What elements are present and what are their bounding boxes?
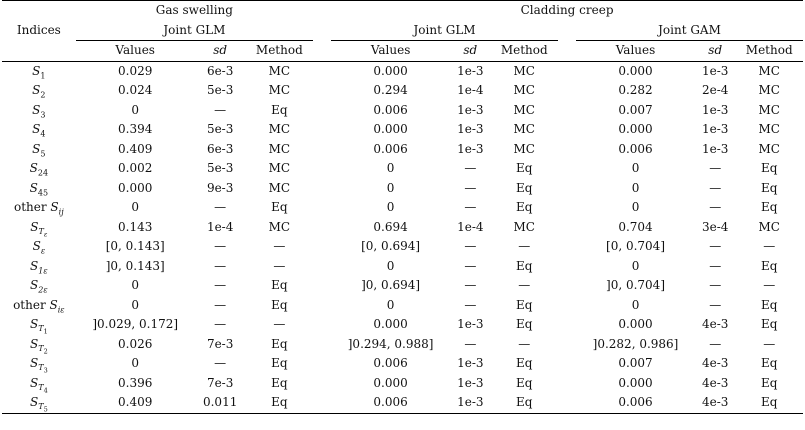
sd-cell: 1e-4 xyxy=(457,219,484,234)
method-header: Method xyxy=(255,43,303,57)
sd-cell: 1e-3 xyxy=(695,61,735,81)
method-cell: MC xyxy=(246,61,313,81)
index-subsubscript: 2 xyxy=(43,347,48,356)
index-subsubscript: ε xyxy=(43,230,48,239)
value-cell: 0 xyxy=(631,161,640,175)
index-subsubscript: 4 xyxy=(43,386,48,395)
method-cell: Eq xyxy=(271,200,288,214)
value-cell: 0.006 xyxy=(373,102,408,117)
value-cell: 0.006 xyxy=(373,141,408,156)
value-cell: 0.143 xyxy=(118,219,153,234)
sd-cell: — xyxy=(709,180,722,195)
sd-cell: 7e-3 xyxy=(206,336,234,351)
value-cell: 0 xyxy=(631,200,640,214)
index-cell xyxy=(2,257,76,277)
sd-cell: 1e-3 xyxy=(457,375,484,390)
sd-cell: — xyxy=(214,258,227,273)
sd-cell: 9e-3 xyxy=(206,180,234,195)
index-cell xyxy=(2,237,76,257)
index-symbol: S xyxy=(29,336,39,351)
method-cell: Eq xyxy=(760,317,778,331)
index-prefix: other xyxy=(13,297,50,312)
method-cell: MC xyxy=(758,141,780,156)
index-cell xyxy=(2,393,76,413)
method-cell: Eq xyxy=(760,375,778,390)
sd-cell: — xyxy=(464,239,477,253)
value-cell: 0 xyxy=(631,258,640,273)
index-cell xyxy=(2,276,76,296)
table-row xyxy=(2,335,803,355)
method-cell: Eq xyxy=(760,200,778,214)
table-row xyxy=(2,315,803,335)
sd-cell: 0.011 xyxy=(195,393,246,413)
table-body xyxy=(2,61,803,413)
gas-swelling-header: Gas swelling xyxy=(76,1,313,21)
method-cell: — xyxy=(273,317,286,331)
sd-cell: — xyxy=(214,239,227,253)
value-cell: 0.694 xyxy=(373,219,408,234)
index-symbol: S xyxy=(32,141,41,156)
index-subscript: T4 xyxy=(38,382,48,395)
method-cell: Eq xyxy=(271,297,288,312)
method-cell: Eq xyxy=(516,180,533,195)
index-subsubscript: 1 xyxy=(43,327,48,336)
table-row xyxy=(2,374,803,394)
sd-cell: 5e-3 xyxy=(206,83,234,97)
index-subscript: 3 xyxy=(40,109,46,119)
index-subscript: T3 xyxy=(38,363,48,375)
method-cell: MC xyxy=(268,141,291,156)
value-cell: 0.000 xyxy=(373,317,408,331)
value-cell: 0.007 xyxy=(618,102,653,117)
index-symbol: S xyxy=(29,180,38,195)
method-cell: MC xyxy=(758,122,780,136)
sensitivity-indices-table xyxy=(2,0,803,414)
value-cell: ]0.282, 0.986] xyxy=(592,336,679,351)
method-cell: — xyxy=(763,239,776,253)
index-subscript: 4 xyxy=(40,129,46,139)
index-subscript: 1ε xyxy=(38,265,48,275)
sd-cell: — xyxy=(214,317,227,331)
method-cell: MC xyxy=(268,219,291,234)
sd-cell: 2e-4 xyxy=(702,83,729,97)
header-row-models xyxy=(2,21,803,41)
method-header: Method xyxy=(745,43,793,57)
value-cell: 0 xyxy=(131,356,140,370)
index-cell xyxy=(2,140,76,160)
value-cell: 0.002 xyxy=(118,161,153,175)
value-cell: ]0, 0.704] xyxy=(606,278,665,292)
table-row xyxy=(2,198,803,218)
value-cell: 0.026 xyxy=(118,336,153,351)
sd-cell: — xyxy=(709,258,722,273)
table-row xyxy=(2,101,803,121)
value-cell: 0.000 xyxy=(373,122,408,136)
value-cell: 0 xyxy=(131,278,140,292)
sd-cell: — xyxy=(709,161,722,175)
sd-cell: 1e-3 xyxy=(457,356,484,370)
index-subscript: iε xyxy=(57,304,65,314)
value-cell: ]0, 0.694] xyxy=(361,278,421,292)
values-header: Values xyxy=(370,43,411,57)
table-row xyxy=(2,120,803,140)
method-cell: Eq xyxy=(271,278,288,292)
method-cell: Eq xyxy=(760,297,778,312)
index-cell xyxy=(2,315,76,335)
value-cell: 0.000 xyxy=(373,375,408,390)
index-subscript: 1 xyxy=(40,70,46,80)
index-cell xyxy=(2,81,76,101)
index-subscript: 45 xyxy=(37,187,49,197)
method-cell: Eq xyxy=(760,180,778,195)
sd-cell: — xyxy=(464,180,477,195)
value-cell: 0.000 xyxy=(618,317,653,331)
values-header: Values xyxy=(115,43,155,57)
value-cell: 0 xyxy=(131,297,140,312)
index-symbol: S xyxy=(29,317,39,331)
sd-cell: 1e-3 xyxy=(457,141,484,156)
sd-cell: 5e-3 xyxy=(206,161,234,175)
table-row xyxy=(2,276,803,296)
index-subscript: 2 xyxy=(40,90,46,100)
index-subscript: Tε xyxy=(38,226,48,239)
index-subscript: T1 xyxy=(38,324,48,336)
sd-cell: — xyxy=(214,102,227,117)
value-cell: 0.704 xyxy=(618,219,653,234)
sd-cell: 5e-3 xyxy=(206,122,234,136)
index-cell xyxy=(2,198,76,218)
method-cell: MC xyxy=(513,219,535,234)
index-subscript: 5 xyxy=(40,148,46,158)
sd-cell: 1e-3 xyxy=(450,61,490,81)
method-cell: Eq xyxy=(516,375,533,390)
sd-cell: — xyxy=(709,239,722,253)
value-cell: 0.409 xyxy=(76,393,195,413)
value-cell: 0.294 xyxy=(373,83,408,97)
value-cell: 0.409 xyxy=(118,141,153,156)
method-cell: — xyxy=(273,258,286,273)
index-subscript: T2 xyxy=(38,343,48,356)
index-cell xyxy=(2,159,76,179)
sd-cell: 1e-3 xyxy=(457,122,484,136)
sd-cell: — xyxy=(464,200,477,214)
joint-glm-header-1: Joint GLM xyxy=(76,21,313,41)
value-cell: 0.000 xyxy=(618,122,653,136)
method-cell: — xyxy=(518,239,531,253)
sd-header: sd xyxy=(213,43,228,57)
joint-gam-header: Joint GAM xyxy=(576,21,803,41)
sd-cell: — xyxy=(214,200,227,214)
value-cell: 0 xyxy=(631,180,640,195)
sd-cell: 1e-3 xyxy=(450,393,490,413)
value-cell: 0 xyxy=(386,200,395,214)
value-cell: 0.000 xyxy=(331,61,450,81)
method-cell: — xyxy=(763,336,776,351)
index-symbol: S xyxy=(29,375,39,390)
table-row xyxy=(2,237,803,257)
header-row-groups xyxy=(2,1,803,21)
value-cell: 0.000 xyxy=(618,375,653,390)
index-symbol: S xyxy=(30,258,39,273)
value-cell: 0 xyxy=(386,297,395,312)
sd-cell: 1e-3 xyxy=(702,122,729,136)
index-cell xyxy=(2,179,76,199)
index-subscript: ε xyxy=(40,246,46,256)
value-cell: 0.007 xyxy=(618,356,653,370)
sd-cell: 1e-3 xyxy=(702,102,729,117)
value-cell: 0.006 xyxy=(331,393,450,413)
value-cell: 0 xyxy=(131,102,140,117)
sd-cell: 1e-4 xyxy=(457,83,484,97)
table-row xyxy=(2,159,803,179)
method-cell: MC xyxy=(758,83,780,97)
method-cell: Eq xyxy=(516,258,533,273)
sd-cell: — xyxy=(709,200,722,214)
method-cell: Eq xyxy=(516,356,533,370)
sd-cell: 4e-3 xyxy=(702,375,729,390)
value-cell: 0.006 xyxy=(576,393,695,413)
value-cell: [0, 0.143] xyxy=(105,239,165,253)
index-cell xyxy=(2,374,76,394)
index-symbol: S xyxy=(29,161,38,175)
index-cell xyxy=(2,101,76,121)
sd-cell: — xyxy=(709,297,722,312)
sd-cell: 1e-3 xyxy=(702,141,729,156)
method-cell: Eq xyxy=(760,356,778,370)
index-cell xyxy=(2,61,76,81)
method-cell: Eq xyxy=(516,317,533,331)
table-row xyxy=(2,218,803,238)
value-cell: 0.282 xyxy=(618,83,653,97)
index-symbol: S xyxy=(32,83,41,97)
sd-cell: 1e-4 xyxy=(206,219,234,234)
method-cell: Eq xyxy=(516,161,533,175)
method-cell: MC xyxy=(268,180,291,195)
method-cell: MC xyxy=(513,141,535,156)
table-row xyxy=(2,179,803,199)
index-subscript: T5 xyxy=(38,402,48,414)
sd-cell: 1e-3 xyxy=(457,317,484,331)
table-row xyxy=(2,61,803,81)
method-cell: Eq xyxy=(760,258,778,273)
index-symbol: S xyxy=(49,297,58,312)
method-cell: — xyxy=(273,239,286,253)
index-symbol: S xyxy=(29,356,39,370)
sd-header: sd xyxy=(708,43,723,57)
method-cell: MC xyxy=(268,83,291,97)
table-row xyxy=(2,257,803,277)
method-cell: Eq xyxy=(760,161,778,175)
index-cell xyxy=(2,335,76,355)
method-cell: MC xyxy=(268,122,291,136)
sd-cell: 1e-3 xyxy=(457,102,484,117)
table-row xyxy=(2,140,803,160)
cladding-creep-header: Cladding creep xyxy=(331,1,803,21)
table-row xyxy=(2,354,803,374)
index-symbol: S xyxy=(29,395,39,409)
method-header: Method xyxy=(500,43,548,57)
method-cell: — xyxy=(518,278,531,292)
sd-cell: 6e-3 xyxy=(195,61,246,81)
index-subsubscript: 5 xyxy=(43,405,48,414)
value-cell: 0 xyxy=(131,200,140,214)
index-prefix: other xyxy=(13,200,51,214)
method-cell: MC xyxy=(735,61,803,81)
value-cell: 0.006 xyxy=(618,141,653,156)
method-cell: Eq xyxy=(491,393,558,413)
value-cell: 0.394 xyxy=(118,122,153,136)
method-cell: Eq xyxy=(271,336,288,351)
value-cell: 0.000 xyxy=(118,180,153,195)
value-cell: ]0, 0.143] xyxy=(105,258,165,273)
index-symbol: S xyxy=(32,122,41,136)
method-cell: Eq xyxy=(246,393,313,413)
value-cell: 0 xyxy=(386,180,395,195)
index-cell xyxy=(2,354,76,374)
index-symbol: S xyxy=(50,200,59,214)
index-symbol: S xyxy=(32,102,41,117)
method-cell: MC xyxy=(513,122,535,136)
method-cell: MC xyxy=(491,61,558,81)
method-cell: — xyxy=(518,336,531,351)
table-row xyxy=(2,296,803,316)
sd-header: sd xyxy=(463,43,478,57)
value-cell: ]0.029, 0.172] xyxy=(92,317,179,331)
index-subsubscript: 3 xyxy=(43,366,48,375)
value-cell: 0.006 xyxy=(373,356,408,370)
indices-header: Indices xyxy=(2,1,76,62)
method-cell: MC xyxy=(758,102,780,117)
index-subscript: 2ε xyxy=(38,285,48,295)
sd-cell: 3e-4 xyxy=(702,219,729,234)
value-cell: 0 xyxy=(631,297,640,312)
value-cell: 0.024 xyxy=(118,83,153,97)
sd-cell: — xyxy=(464,278,477,292)
sd-cell: — xyxy=(709,336,722,351)
sd-cell: 4e-3 xyxy=(695,393,735,413)
sd-cell: — xyxy=(214,278,227,292)
joint-glm-header-2: Joint GLM xyxy=(331,21,558,41)
index-cell xyxy=(2,296,76,316)
index-subscript: ij xyxy=(58,207,64,217)
method-cell: Eq xyxy=(516,200,533,214)
sd-cell: — xyxy=(464,336,477,351)
sd-cell: 4e-3 xyxy=(702,356,729,370)
value-cell: ]0.294, 0.988] xyxy=(347,336,434,351)
sd-cell: — xyxy=(709,278,722,292)
index-cell xyxy=(2,218,76,238)
method-cell: MC xyxy=(513,83,535,97)
index-symbol: S xyxy=(32,239,41,253)
sd-cell: — xyxy=(214,356,227,370)
header-row-columns xyxy=(2,41,803,62)
value-cell: 0 xyxy=(386,161,395,175)
sd-cell: 4e-3 xyxy=(702,317,729,331)
index-cell xyxy=(2,120,76,140)
method-cell: Eq xyxy=(271,375,288,390)
value-cell: 0.000 xyxy=(576,61,695,81)
method-cell: MC xyxy=(268,161,291,175)
table-row xyxy=(2,393,803,413)
method-cell: MC xyxy=(513,102,535,117)
method-cell: Eq xyxy=(271,102,288,117)
value-cell: [0, 0.694] xyxy=(361,239,421,253)
sd-cell: — xyxy=(464,161,477,175)
index-symbol: S xyxy=(30,219,39,234)
value-cell: 0.029 xyxy=(76,61,195,81)
value-cell: 0.396 xyxy=(118,375,153,390)
sd-cell: — xyxy=(464,258,477,273)
method-cell: Eq xyxy=(271,356,288,370)
value-cell: [0, 0.704] xyxy=(606,239,665,253)
index-symbol: S xyxy=(32,63,41,78)
sd-cell: — xyxy=(214,297,227,312)
table-row xyxy=(2,81,803,101)
sd-cell: — xyxy=(464,297,477,312)
index-subscript: 24 xyxy=(37,168,49,178)
value-cell: 0 xyxy=(386,258,395,273)
method-cell: Eq xyxy=(516,297,533,312)
sd-cell: 7e-3 xyxy=(206,375,234,390)
index-symbol: S xyxy=(30,278,39,292)
sd-cell: 6e-3 xyxy=(206,141,234,156)
method-cell: Eq xyxy=(735,393,803,413)
method-cell: MC xyxy=(758,219,780,234)
method-cell: — xyxy=(763,278,776,292)
values-header: Values xyxy=(615,43,656,57)
